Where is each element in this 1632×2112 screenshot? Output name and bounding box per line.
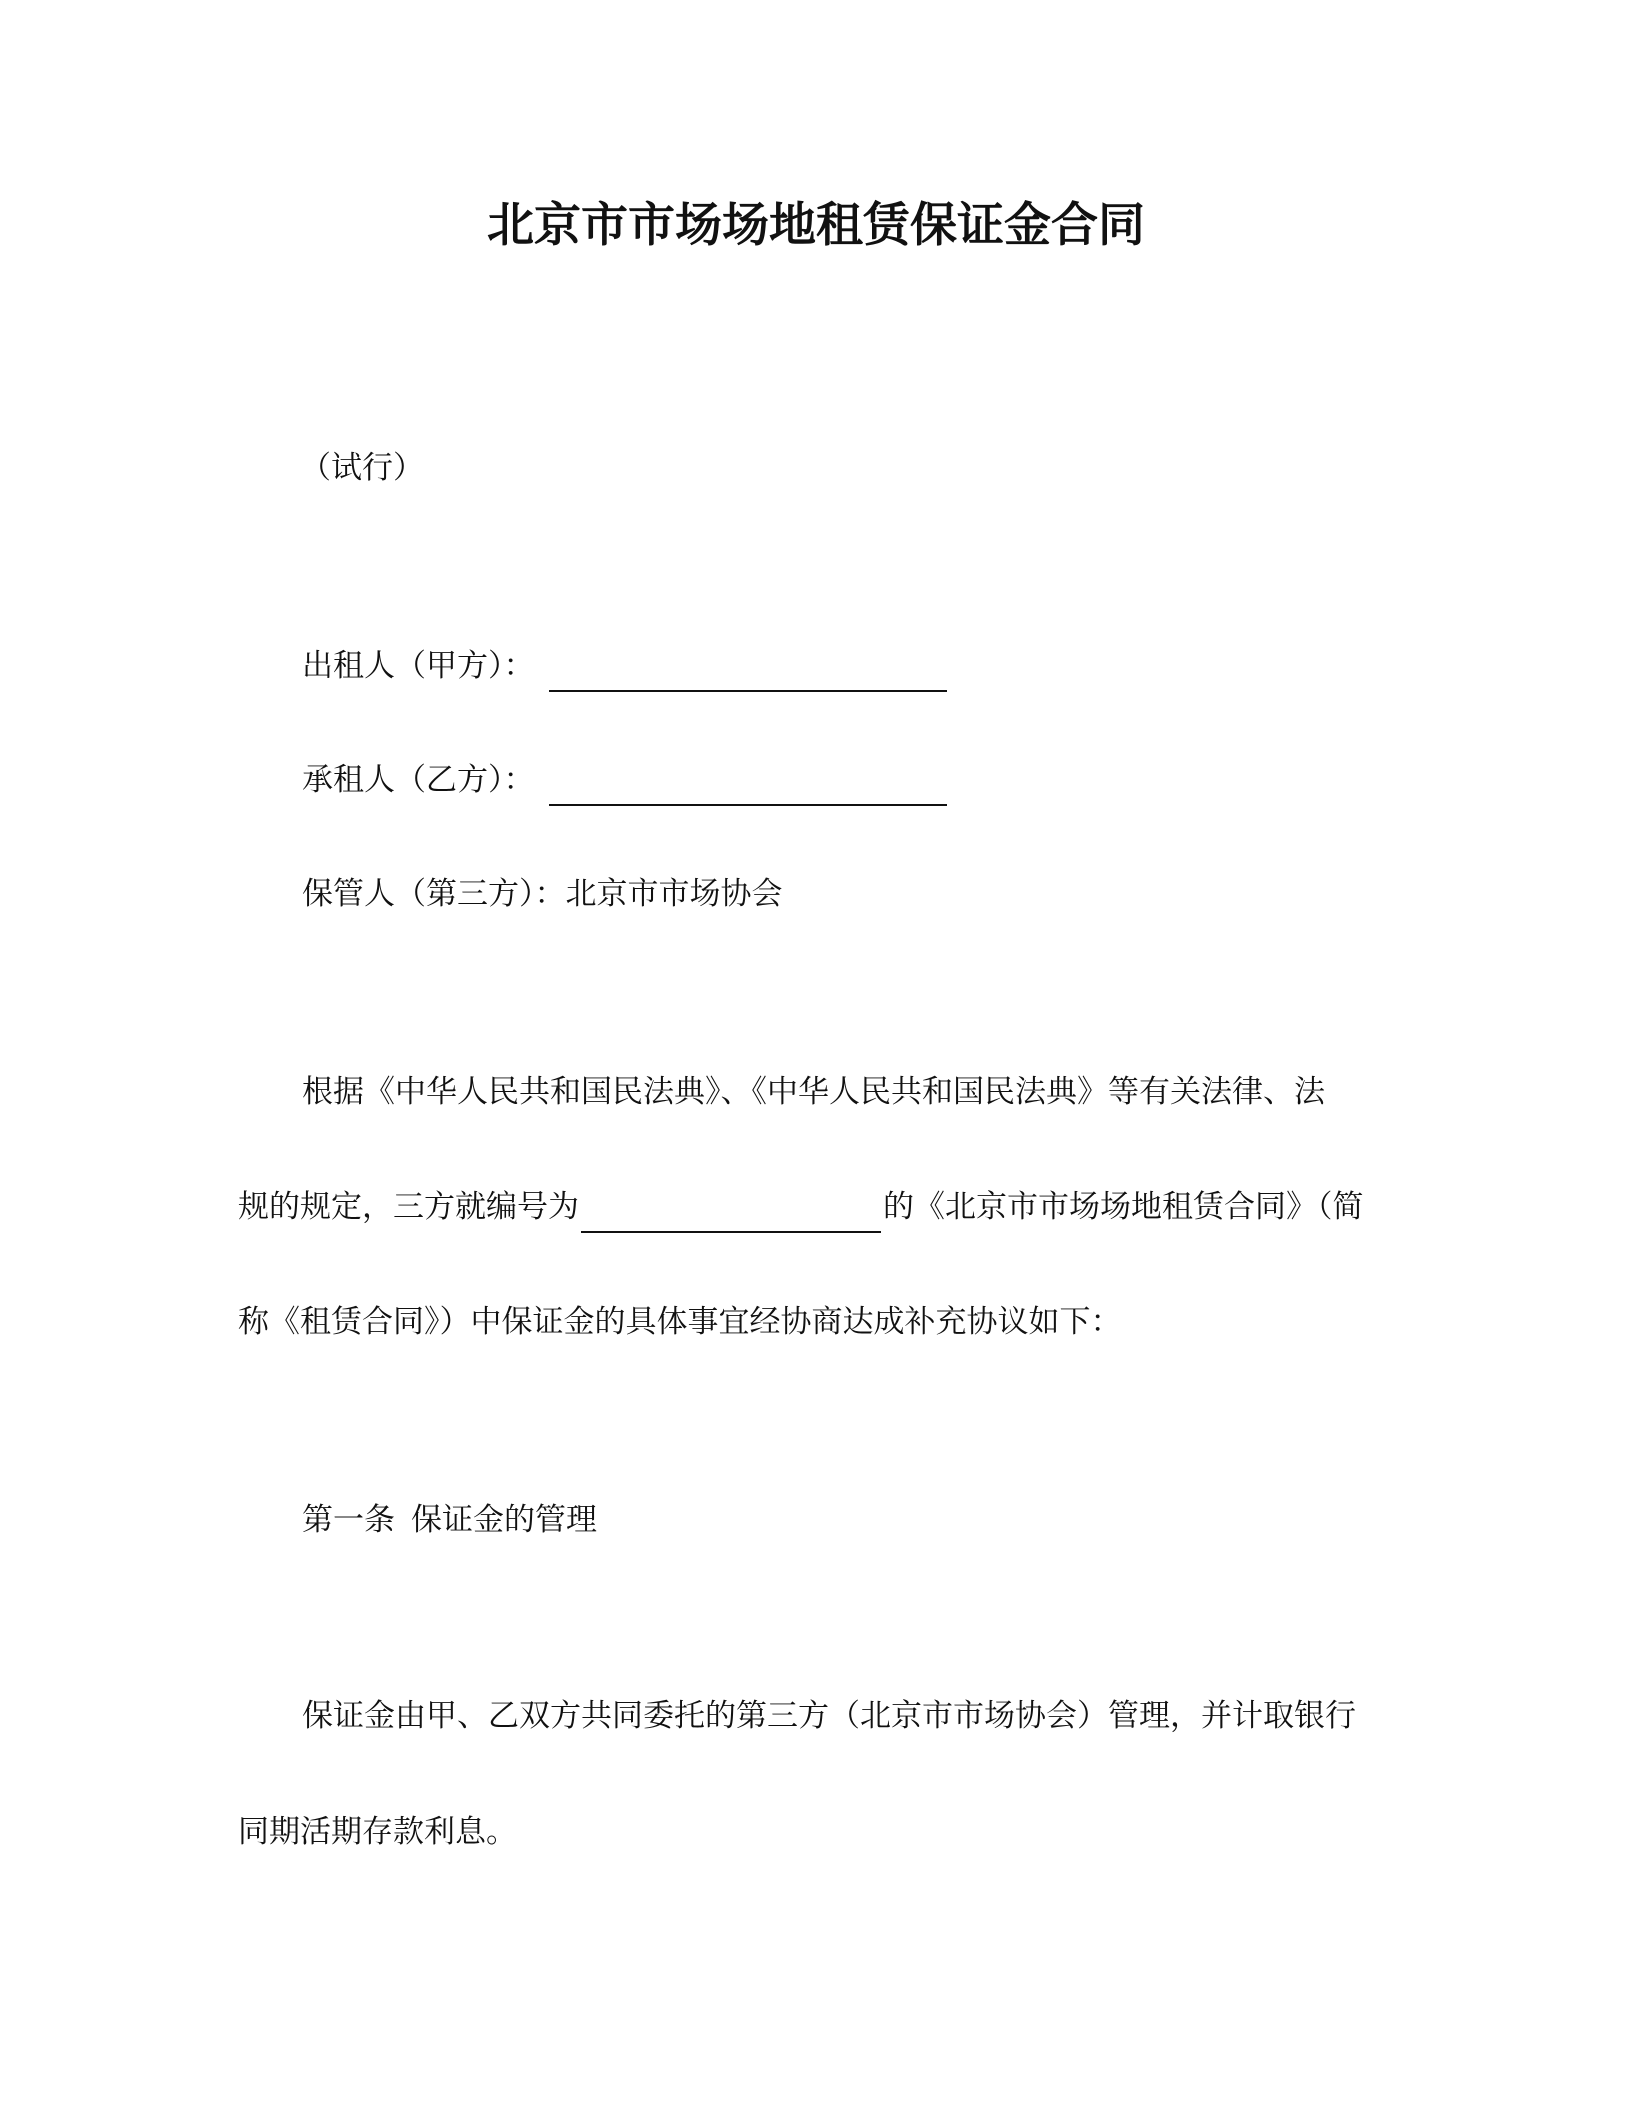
custodian-label: 保管人（第三方）： — [302, 876, 566, 912]
lessee-label: 承租人（乙方）： — [302, 762, 535, 798]
preamble-line-2-after: 的《北京市市场场地租赁合同》（简 — [883, 1189, 1364, 1225]
document-title: 北京市市场场地租赁保证金合同 — [487, 198, 1145, 253]
preamble-line-2 — [238, 1187, 1364, 1227]
lessor-row — [302, 646, 947, 686]
lessor-blank-line[interactable] — [549, 656, 947, 692]
preamble-line-1: 根据《中华人民共和国民法典》、《中华人民共和国民法典》等有关法律、法 — [302, 1074, 1325, 1110]
lessor-label: 出租人（甲方）： — [302, 648, 535, 684]
article-1-heading — [302, 1500, 597, 1540]
custodian-value: 北京市市场协会 — [565, 876, 783, 912]
lessee-row — [302, 760, 947, 800]
preamble-line-2-before: 规的规定，三方就编号为 — [238, 1189, 579, 1225]
document-subtitle: （试行） — [300, 450, 424, 486]
article-1-title: 保证金的管理 — [411, 1502, 597, 1538]
article-1-number: 第一条 — [302, 1502, 395, 1538]
lessee-blank-line[interactable] — [549, 770, 947, 806]
article-1-body-line-2: 同期活期存款利息。 — [238, 1814, 517, 1850]
article-1-body-line-1: 保证金由甲、乙双方共同委托的第三方（北京市市场协会）管理，并计取银行 — [302, 1698, 1356, 1734]
preamble-line-3: 称《租赁合同》）中保证金的具体事宜经协商达成补充协议如下： — [238, 1304, 1122, 1340]
contract-number-blank-line[interactable] — [581, 1197, 881, 1233]
custodian-row — [302, 874, 783, 914]
